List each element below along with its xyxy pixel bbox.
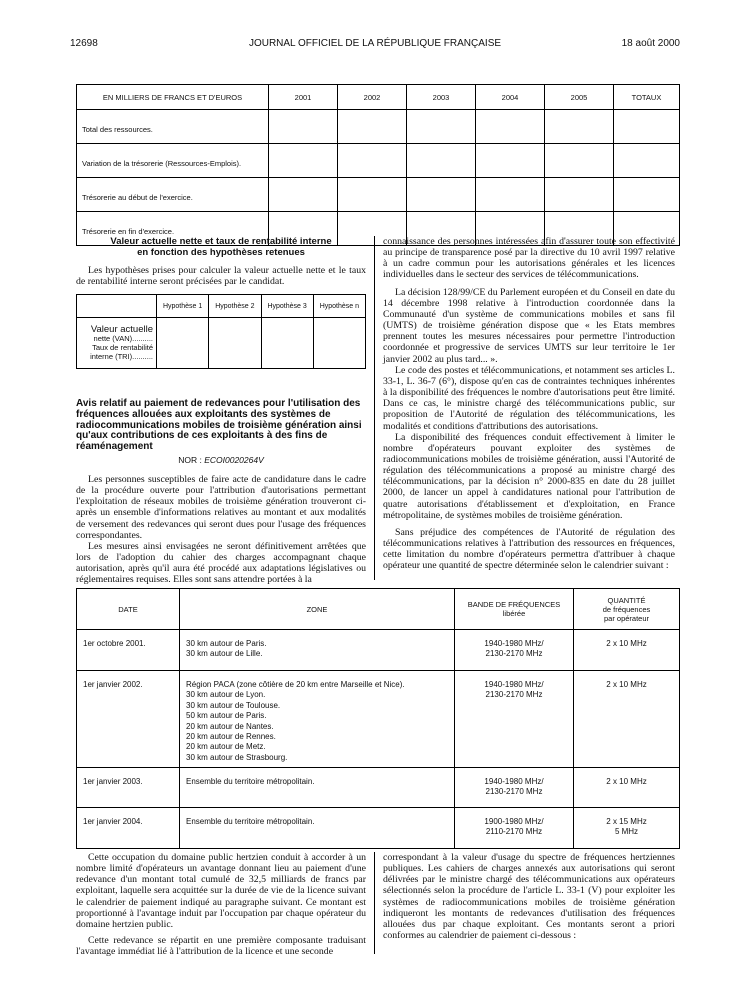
paragraph: connaissance des personnes intéressées afin d'assurer toute son effectivité au principe de transparence posé par la directive du 10 avril 1997 relative à un cadre commun pour les autorisations générales et les licences individuelles dans le secteur des services de télécommunications. — [383, 236, 675, 281]
finance-header-2005: 2005 — [545, 85, 614, 110]
zone-band: 1940-1980 MHz/ 2130-2170 MHz — [455, 768, 574, 808]
paragraph: Cette redevance se répartit en une première composante traduisant l'avantage immédiat lié à l'attribution de la licence et une seconde — [76, 935, 366, 958]
finance-header-totaux: TOTAUX — [614, 85, 680, 110]
zone-header-band: BANDE DE FRÉQUENCES libérée — [455, 589, 574, 630]
zone-header-zone: ZONE — [180, 589, 455, 630]
finance-row-label: Total des ressources. — [77, 110, 269, 144]
finance-header-2002: 2002 — [338, 85, 407, 110]
page-number: 12698 — [70, 38, 98, 49]
left-column-top — [76, 236, 366, 287]
intro-paragraph: Les hypothèses prises pour calculer la valeur actuelle nette et le taux de rentabilité interne seront précisées par le candidat. — [76, 265, 366, 288]
page-header — [70, 38, 680, 54]
hypothesis-table — [76, 294, 366, 369]
section-title: Valeur actuelle nette et taux de rentabilité interne en fonction des hypothèses retenues — [110, 236, 332, 258]
paragraph: Le code des postes et télécommunications, et notamment ses articles L. 33-1, L. 36-7 (6°), dispose qu'en cas de contraintes techniques inhérentes à la disponibilité des fréquences le nombre d'autorisations peut être limité. Dans ce cas, le ministre chargé des télécommunications public, sur proposition de l'Autorité de régulation des télécommunications, les modalités et conditions d'attributions des autorisations. — [383, 364, 675, 432]
zone-list: Ensemble du territoire métropolitain. — [180, 768, 455, 808]
publication-date: 18 août 2000 — [621, 38, 680, 49]
paragraph: Cette occupation du domaine public hertzien conduit à accorder à un nombre limité d'opérateurs un avantage donnant lieu au paiement d'une redevance d'un montant total cumulé de 32,5 milliards de francs par exploitant, laquelle sera acquittée sur la durée de vie de la licence suivant le calendrier de paiement indiqué au paragraphe suivant. Ce montant est proportionné à l'avantage induit par l'occupation par chaque opérateur du domaine hertzien public. — [76, 852, 366, 930]
paragraph: Les mesures ainsi envisagées ne seront définitivement arrêtées que lors de l'adoption du cahier des charges accompagnant chaque autorisation, après qu'il aura été procédé aux adaptations législatives ou réglementaires requises. Elles sont sans attendre portées à la — [76, 540, 366, 586]
table-row — [77, 768, 680, 808]
zone-date: 1er janvier 2003. — [77, 768, 180, 808]
finance-row-label: Trésorerie au début de l'exercice. — [77, 178, 269, 212]
table-row — [77, 318, 366, 369]
zone-band: 1940-1980 MHz/ 2130-2170 MHz — [455, 630, 574, 671]
finance-row-label: Variation de la trésorerie (Ressources-Emplois). — [77, 144, 269, 178]
table-row — [77, 178, 680, 212]
finance-row-label: Trésorerie en fin d'exercice. — [77, 212, 269, 246]
table-row — [77, 144, 680, 178]
finance-header-2001: 2001 — [269, 85, 338, 110]
right-column-bottom — [383, 852, 675, 941]
paragraph: Sans préjudice des compétences de l'Autorité de régulation des télécommunications relatives à l'attribution des ressources en fréquences, cette limitation du nombre d'opérateurs permettra d'attribuer à chaque opérateur une quantité de spectre déterminée selon le calendrier suivant : — [383, 526, 675, 572]
nor-reference: NOR : ECOI0020264V — [178, 455, 264, 465]
zone-date: 1er octobre 2001. — [77, 630, 180, 671]
column-divider — [374, 236, 375, 580]
zone-quantity: 2 x 10 MHz — [574, 671, 680, 768]
journal-title: JOURNAL OFFICIEL DE LA RÉPUBLIQUE FRANÇAISE — [248, 38, 502, 49]
zone-table-header — [77, 589, 680, 630]
avis-title: Avis relatif au paiement de redevances pour l'utilisation des fréquences allouées aux exploitants des systèmes de radiocommunications mobiles de troisième génération ainsi qu'aux contributions de ces exploitants à des fins de réaménagement — [76, 398, 362, 453]
zone-date: 1er janvier 2002. — [77, 671, 180, 768]
hypothesis-row-label: Valeur actuelle nette (VAN).......... Taux de rentabilité interne (TRI).......... — [77, 318, 157, 369]
hypothesis-header-2: Hypothèse 2 — [209, 295, 261, 318]
zone-list: Ensemble du territoire métropolitain. — [180, 808, 455, 849]
zone-header-date: DATE — [77, 589, 180, 630]
hypothesis-table-header — [77, 295, 366, 318]
column-divider — [374, 852, 375, 954]
paragraph: correspondant à la valeur d'usage du spectre de fréquences hertziennes publiques. Les cahiers de charges annexés aux autorisations qui seront délivrées par le ministre chargé des télécommunications aux opérateurs sélectionnés selon la procédure de l'article L. 33-1 (V) pour exploiter les systèmes de radiocommunications mobiles de troisième génération indiqueront les montants de redevances d'utilisation des fréquences allouées dus par chaque exploitant. Ces montants seront a priori conformes au calendrier de paiement ci-dessous : — [383, 852, 675, 942]
finance-table-header — [77, 85, 680, 110]
hypothesis-header-3: Hypothèse 3 — [261, 295, 313, 318]
zone-band: 1940-1980 MHz/ 2130-2170 MHz — [455, 671, 574, 768]
zone-list: 30 km autour de Paris. 30 km autour de Lille. — [180, 630, 455, 671]
zone-quantity: 2 x 15 MHz 5 MHz — [574, 808, 680, 849]
table-row — [77, 671, 680, 768]
finance-header-2003: 2003 — [407, 85, 476, 110]
hypothesis-header-1: Hypothèse 1 — [157, 295, 209, 318]
finance-header-2004: 2004 — [476, 85, 545, 110]
paragraph: La disponibilité des fréquences conduit effectivement à limiter le nombre d'opérateurs pouvant exploiter des systèmes de radiocommunications mobiles de troisième génération, aussi l'Autorité de régulation des télécommunications a proposé au ministre chargé des télécommunications, par la décision n° 2000-835 en date du 28 juillet 2000, de lancer un appel à candidatures national pour l'attribution de quatre autorisations d'établissement et d'exploitation, en France métropolitaine, de systèmes mobiles de troisième génération. — [383, 431, 675, 521]
left-column-bottom — [76, 852, 366, 957]
zone-list: Région PACA (zone côtière de 20 km entre Marseille et Nice). 30 km autour de Lyon. 30 km autour de Toulouse. 50 km autour de Paris. 20 km autour de Nantes. 20 km autour de Rennes. 20 km autour de Metz. 30 km autour de Strasbourg. — [180, 671, 455, 768]
right-column-body — [383, 236, 675, 572]
table-row — [77, 808, 680, 849]
paragraph: La décision 128/99/CE du Parlement européen et du Conseil en date du 14 décembre 1998 relative à l'introduction coordonnée dans la Communauté d'un système de communications mobiles et sans fil (UMTS) de troisième génération dispose que « les Etats membres prennent toutes les mesures nécessaires pour permettre l'introduction coordonnée et progressive de services UMTS sur leur territoire le 1er janvier 2002 au plus tard... ». — [383, 286, 675, 365]
frequency-calendar-table — [76, 588, 680, 849]
finance-table — [76, 84, 680, 246]
zone-quantity: 2 x 10 MHz — [574, 768, 680, 808]
finance-header-label: EN MILLIERS DE FRANCS ET D'EUROS — [77, 85, 269, 110]
zone-band: 1900-1980 MHz/ 2110-2170 MHz — [455, 808, 574, 849]
hypothesis-header-n: Hypothèse n — [313, 295, 365, 318]
table-row — [77, 630, 680, 671]
paragraph: Les personnes susceptibles de faire acte de candidature dans le cadre de la procédure ouverte pour l'attribution d'autorisations permettant l'exploitation de réseaux mobiles de troisième génération trouveront ci-après un ensemble d'informations relatives au montant et aux modalités de versement des redevances qui seront dues pour l'usage des fréquences correspondantes. — [76, 474, 366, 541]
zone-date: 1er janvier 2004. — [77, 808, 180, 849]
table-row — [77, 110, 680, 144]
left-column-body — [76, 474, 366, 586]
zone-quantity: 2 x 10 MHz — [574, 630, 680, 671]
zone-header-quantity: QUANTITÉ de fréquences par opérateur — [574, 589, 680, 630]
hypothesis-header-empty — [77, 295, 157, 318]
